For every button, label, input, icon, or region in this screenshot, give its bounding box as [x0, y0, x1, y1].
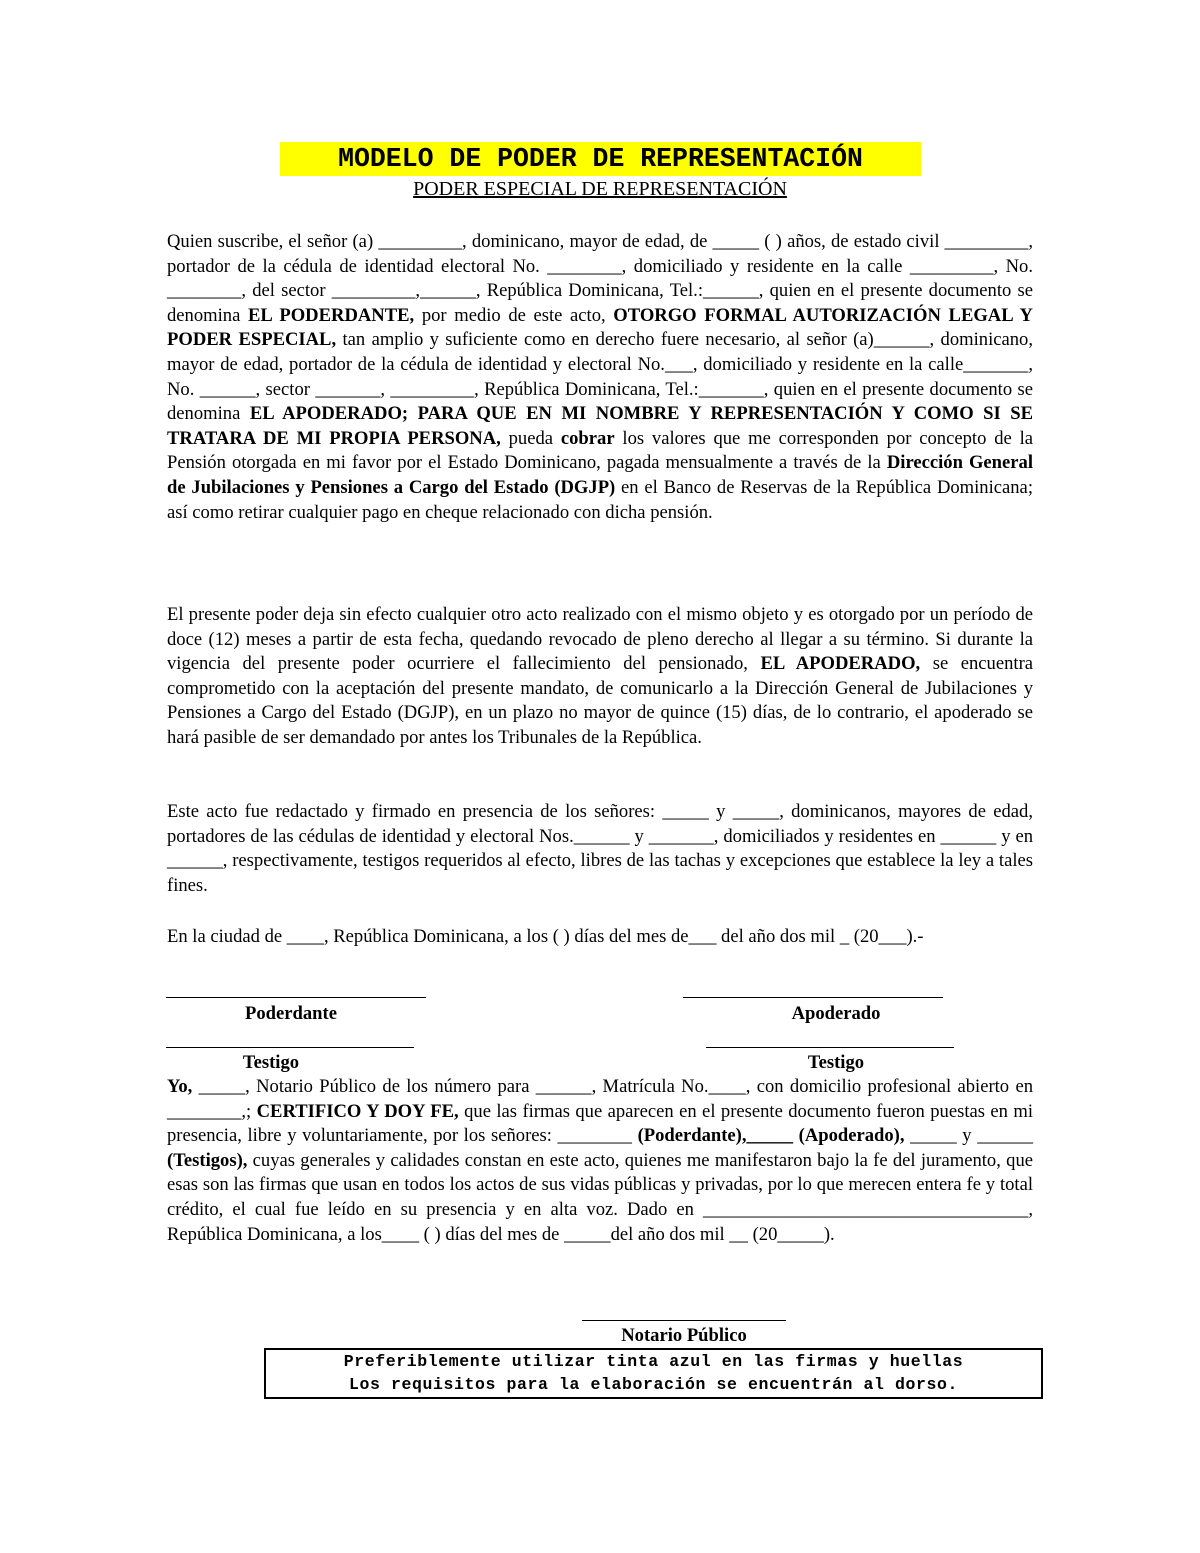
signature-line-testigo-right — [706, 1047, 954, 1048]
p5-text-1: _____, Notario Público de los número para ______, Matrícula No.____, con domicilio profesional abierto en ________,; — [167, 1076, 1033, 1122]
label-poderdante: Poderdante — [245, 1003, 337, 1024]
p1-apoderado: EL APODERADO; PARA QUE EN MI NOMBRE Y REPRESENTACIÓN Y COMO SI SE TRATARA DE MI PROPIA PERSONA, — [167, 403, 1033, 449]
paragraph-city-date: En la ciudad de ____, República Dominicana, a los ( ) días del mes de___ del año dos mil _ (20___).- — [167, 926, 924, 947]
p1-text-5: los valores que me corresponden por concepto de la Pensión otorgada en mi favor por el Estado Dominicano, pagada mensualmente a través de la — [167, 427, 1033, 474]
paragraph-grant — [167, 230, 1033, 525]
paragraph-notary — [167, 1075, 1033, 1247]
p5-text-4: cuyas generales y calidades constan en este acto, quienes me manifestaron bajo la fe del juramento, que esas son las firmas que usan en todos los actos de sus vidas públicas y privadas, por lo que merecen entera fe y total crédito, el cual fue leído en su presencia y en alta voz. Dado en ___________________________________, República Dominicana, a los____ ( ) días del mes de _____del año dos mil __ (20_____). — [167, 1149, 1033, 1245]
p2-text-1: El presente poder deja sin efecto cualquier otro acto realizado con el mismo objeto y es otorgado por un período de doce (12) meses a partir de esta fecha, quedando revocado de pleno derecho al llegar a su término. Si durante la vigencia del presente poder ocurriere el fallecimiento del pensionado, — [167, 604, 1033, 675]
p1-poderdante: EL PODERDANTE, — [247, 304, 415, 326]
p2-apoderado: EL APODERADO, — [760, 653, 921, 675]
requirements-note-box — [264, 1348, 1043, 1399]
p1-text-4: pueda — [500, 427, 561, 449]
signature-line-testigo-left — [166, 1047, 414, 1048]
p1-text-1: Quien suscribe, el señor (a) _________, dominicano, mayor de edad, de _____ ( ) años, de estado civil _________, portador de la cédula de identidad electoral No. ________, domiciliado y residente en la calle _________, No. ________, del sector _________,______, República Dominicana, Tel.:______, quien en el presente documento se denomina — [167, 231, 1033, 326]
label-notario: Notario Público — [621, 1325, 747, 1346]
p1-otorgo: OTORGO FORMAL AUTORIZACIÓN LEGAL Y PODER ESPECIAL, — [167, 304, 1033, 351]
p2-text-2: se encuentra comprometido con la aceptación del presente mandato, de comunicarlo a la Dirección General de Jubilaciones y Pensiones a Cargo del Estado (DGJP), en un plazo no mayor de quince (15) días, de lo contrario, el apoderado se hará pasible de ser demandado por antes los Tribunales de la República. — [167, 653, 1034, 748]
signature-line-apoderado — [683, 997, 943, 998]
document-title: MODELO DE PODER DE REPRESENTACIÓN — [280, 142, 921, 176]
p5-yo: Yo, — [167, 1076, 193, 1097]
signature-line-notario — [582, 1320, 786, 1321]
p1-dgjp: Dirección General de Jubilaciones y Pensiones a Cargo del Estado (DGJP) — [167, 452, 1033, 498]
p5-text-2: que las firmas que aparecen en el presente documento fueron puestas en mi presencia, libre y voluntariamente, por los señores: ________ — [167, 1100, 1033, 1147]
p1-text-2: por medio de este acto, — [414, 304, 614, 326]
label-testigo-right: Testigo — [807, 1052, 865, 1073]
p5-testigos: (Testigos), — [167, 1149, 248, 1171]
p1-text-6: en el Banco de Reservas de la República Dominicana; así como retirar cualquier pago en cheque relacionado con dicha pensión. — [167, 476, 1033, 523]
label-testigo-left: Testigo — [242, 1052, 300, 1073]
signature-line-poderdante — [166, 997, 426, 998]
paragraph-witnesses: Este acto fue redactado y firmado en presencia de los señores: _____ y _____, dominicanos, mayores de edad, portadores de las cédulas de identidad y electoral Nos.______ y _______, domiciliados y residentes en ______ y en ______, respectivamente, testigos requeridos al efecto, libres de las tachas y excepciones que establece la ley a tales fines. — [167, 801, 1033, 896]
label-apoderado: Apoderado — [791, 1003, 881, 1024]
p5-certifico: CERTIFICO Y DOY FE, — [256, 1100, 459, 1122]
document-subtitle: PODER ESPECIAL DE REPRESENTACIÓN — [413, 178, 787, 200]
p5-text-3: _____ y ______ — [904, 1125, 1034, 1147]
note-line-2: Los requisitos para la elaboración se encuentrán al dorso. — [348, 1375, 959, 1394]
p1-cobrar: cobrar — [560, 427, 615, 449]
p1-text-3: tan amplio y suficiente como en derecho fuere necesario, al señor (a)______, dominicano, mayor de edad, portador de la cédula de identidad y electoral No.___, domiciliado y residente en la calle_______, No. ______, sector _______, _________, República Dominicana, Tel.:_______, quien en el presente documento se denomina — [167, 329, 1033, 425]
note-line-1: Preferiblemente utilizar tinta azul en las firmas y huellas — [343, 1352, 964, 1371]
p5-poderdante-apoderado: (Poderdante),_____ (Apoderado), — [637, 1125, 905, 1147]
paragraph-validity — [167, 603, 1033, 751]
